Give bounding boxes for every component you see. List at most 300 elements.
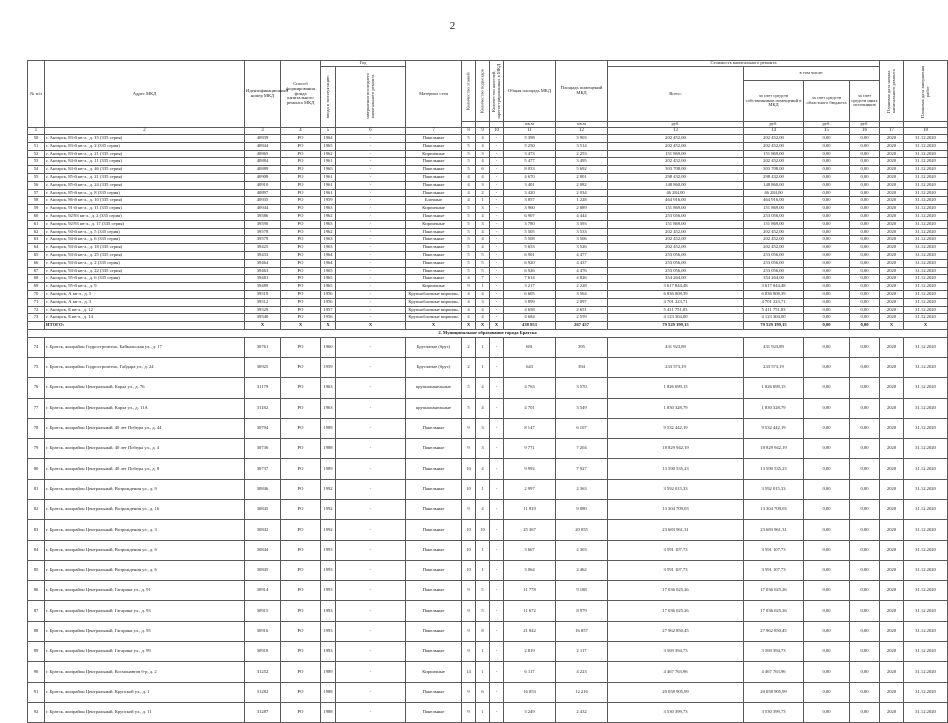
row-cost-other: 0,00 (850, 314, 880, 322)
row-plan-end: 31.12.2020 (904, 244, 948, 252)
row-cost-regional: 0,00 (804, 398, 850, 418)
row-cost-owners: 3 591 107,73 (744, 560, 804, 580)
row-cost-total: 151 869,00 (608, 150, 744, 158)
row-floors: 5 (462, 142, 476, 150)
table-row (28, 166, 948, 174)
row-cost-total: 464 916,00 (608, 197, 744, 205)
row-year-repair: - (336, 158, 406, 166)
row-year-built: 1993 (321, 642, 336, 662)
row-cost-owners: 202 452,00 (744, 236, 804, 244)
row-cost-owners: 17 036 025,26 (744, 601, 804, 621)
table-row (28, 205, 948, 213)
table-row (28, 306, 948, 314)
row-cost-owners: 202 452,00 (744, 158, 804, 166)
row-plan-start: 2020 (880, 166, 904, 174)
row-plan-end: 31.12.2020 (904, 166, 948, 174)
row-cost-owners: 17 036 025,26 (744, 581, 804, 601)
row-number: 84 (28, 540, 45, 560)
row-cost-total: 354 264,00 (608, 275, 744, 283)
row-plan-end: 31.12.2020 (904, 520, 948, 540)
row-method: РО (281, 166, 321, 174)
row-id: 40839 (245, 135, 281, 143)
row-total-area: 4 701 (504, 398, 556, 418)
row-year-built: 1964 (321, 251, 336, 259)
row-method: РО (281, 357, 321, 377)
row-floors: 5 (462, 398, 476, 418)
row-id: 30845 (245, 500, 281, 520)
row-cost-regional: 0,00 (804, 158, 850, 166)
row-entrances: 4 (476, 142, 490, 150)
row-cost-owners: 151 869,00 (744, 150, 804, 158)
row-address: г. Ангарск, Б кв-л., д. 12 (45, 306, 245, 314)
row-floors: 9 (462, 500, 476, 520)
row-cost-other: 0,00 (850, 251, 880, 259)
row-cost-regional: 0,00 (804, 142, 850, 150)
row-plan-end: 31.12.2020 (904, 290, 948, 298)
row-cost-other: 0,00 (850, 212, 880, 220)
row-id: 39425 (245, 244, 281, 252)
row-year-built: 1993 (321, 560, 336, 580)
row-id: 31287 (245, 702, 281, 722)
row-cost-owners: 3 591 107,73 (744, 540, 804, 560)
row-residents: - (490, 197, 504, 205)
row-year-repair: - (336, 418, 406, 438)
row-residents: - (490, 150, 504, 158)
row-id: 30845 (245, 560, 281, 580)
row-year-built: 1963 (321, 244, 336, 252)
row-cost-other: 0,00 (850, 702, 880, 722)
header-cost-other: за счет средств иных источников (850, 81, 880, 122)
section-title: 2. Муниципальное образование города Братска (28, 329, 948, 337)
row-living-area: 7 204 (556, 439, 608, 459)
row-floors: 5 (462, 259, 476, 267)
row-cost-total: 13 590 535,23 (608, 459, 744, 479)
row-address: г. Братск, жилрайон Центральный, Гагарина ул., д. 95 (45, 621, 245, 641)
table-row (28, 142, 948, 150)
row-address: г. Ангарск, 94-й кв-л., д. 18 (335 серия) (45, 244, 245, 252)
row-cost-owners: 354 264,00 (744, 275, 804, 283)
row-cost-other: 0,00 (850, 642, 880, 662)
row-address: г. Ангарск, Б кв-л., д. 14 (45, 314, 245, 322)
row-year-repair: - (336, 181, 406, 189)
table-row (28, 158, 948, 166)
row-cost-owners: 202 452,00 (744, 244, 804, 252)
row-residents: - (490, 166, 504, 174)
row-residents: - (490, 702, 504, 722)
total-cost-other: 0,00 (850, 322, 880, 330)
row-year-built: 1964 (321, 135, 336, 143)
row-living-area: 2 559 (556, 314, 608, 322)
row-address: г. Братск, жилрайон Центральный, Возрождения ул., д. 16 (45, 500, 245, 520)
row-number: 75 (28, 357, 45, 377)
row-cost-other: 0,00 (850, 189, 880, 197)
row-number: 89 (28, 642, 45, 662)
row-cost-regional: 0,00 (804, 298, 850, 306)
row-year-repair: - (336, 560, 406, 580)
row-plan-end: 31.12.2020 (904, 439, 948, 459)
row-id: 30914 (245, 581, 281, 601)
row-method: РО (281, 439, 321, 459)
row-cost-total: 20 058 905,99 (608, 682, 744, 702)
row-wall-material: Брусчатые (брус) (406, 357, 462, 377)
row-cost-owners: 148 860,00 (744, 181, 804, 189)
row-cost-total: 1 830 328,79 (608, 398, 744, 418)
row-entrances: 4 (476, 459, 490, 479)
row-id: 30844 (245, 540, 281, 560)
row-entrances: 5 (476, 267, 490, 275)
row-cost-other: 0,00 (850, 228, 880, 236)
row-entrances: 1 (476, 642, 490, 662)
header-plan-end: Плановая дата завершения работ (904, 61, 948, 122)
row-wall-material: Панельные (406, 621, 462, 641)
row-total-area: 8 033 (504, 166, 556, 174)
row-plan-start: 2020 (880, 560, 904, 580)
row-cost-total: 17 036 025,26 (608, 601, 744, 621)
row-number: 67 (28, 267, 45, 275)
row-cost-other: 0,00 (850, 540, 880, 560)
row-year-built: 1965 (321, 283, 336, 291)
row-address: г. Братск, жилрайон Центральный, Гагарина ул., д. 99 (45, 642, 245, 662)
row-cost-other: 0,00 (850, 220, 880, 228)
row-address: г. Ангарск, 94-й кв-л., д. 5 (335 серия) (45, 228, 245, 236)
row-address: г. Братск, жилрайон Центральный, Возрождения ул., д. 6 (45, 540, 245, 560)
row-plan-start: 2020 (880, 581, 904, 601)
row-floors: 2 (462, 337, 476, 357)
row-plan-start: 2020 (880, 298, 904, 306)
row-wall-material: Панельные (406, 251, 462, 259)
row-residents: - (490, 439, 504, 459)
row-number: 92 (28, 702, 45, 722)
row-entrances: 4 (476, 173, 490, 181)
row-plan-start: 2020 (880, 189, 904, 197)
table-row (28, 662, 948, 682)
row-number: 68 (28, 275, 45, 283)
row-plan-start: 2020 (880, 337, 904, 357)
row-total-area: 7 614 (504, 275, 556, 283)
row-wall-material: крупнопанельные (406, 398, 462, 418)
row-floors: 5 (462, 220, 476, 228)
row-year-built: 1963 (321, 205, 336, 213)
row-year-built: 1959 (321, 357, 336, 377)
row-cost-regional: 0,00 (804, 166, 850, 174)
row-cost-other: 0,00 (850, 601, 880, 621)
row-cost-other: 0,00 (850, 259, 880, 267)
row-plan-start: 2020 (880, 181, 904, 189)
column-number: 16 (850, 128, 880, 135)
row-living-area: 3 526 (556, 244, 608, 252)
row-total-area: 3 960 (504, 205, 556, 213)
row-method: РО (281, 500, 321, 520)
row-cost-regional: 0,00 (804, 459, 850, 479)
row-wall-material: Панельные (406, 259, 462, 267)
row-floors: 5 (462, 205, 476, 213)
row-cost-owners: 464 916,00 (744, 197, 804, 205)
row-plan-start: 2020 (880, 500, 904, 520)
row-entrances: 8 (476, 621, 490, 641)
row-floors: 5 (462, 251, 476, 259)
column-number: 9 (476, 128, 490, 135)
row-residents: - (490, 306, 504, 314)
table-row (28, 290, 948, 298)
row-number: 57 (28, 189, 45, 197)
row-method: РО (281, 267, 321, 275)
row-year-built: 1988 (321, 682, 336, 702)
row-floors: 14 (462, 662, 476, 682)
table-row (28, 560, 948, 580)
row-id: 39512 (245, 298, 281, 306)
row-total-area: 2 997 (504, 479, 556, 499)
row-total-area: 16 053 (504, 682, 556, 702)
row-plan-start: 2020 (880, 621, 904, 641)
row-address: г. Ангарск, 94-й кв-л., д. 25 (335 серия) (45, 251, 245, 259)
row-floors: 9 (462, 418, 476, 438)
row-cost-owners: 13 590 535,23 (744, 459, 804, 479)
table-row (28, 220, 948, 228)
column-number: 12 (556, 128, 608, 135)
row-cost-other: 0,00 (850, 439, 880, 459)
row-year-built: 1993 (321, 540, 336, 560)
row-cost-owners: 23 683 961,31 (744, 520, 804, 540)
row-residents: - (490, 135, 504, 143)
row-year-built: 1993 (321, 621, 336, 641)
row-cost-other: 0,00 (850, 306, 880, 314)
total-cost: 79 529 199,15 (608, 322, 744, 330)
row-year-repair: - (336, 173, 406, 181)
header-total-area: Общая площадь МКД (504, 61, 556, 122)
row-total-area: 9 992 (504, 459, 556, 479)
row-cost-other: 0,00 (850, 357, 880, 377)
row-method: РО (281, 189, 321, 197)
row-cost-total: 17 036 025,26 (608, 581, 744, 601)
row-address: г. Ангарск, 94-й кв-л., д. 22 (335 серия) (45, 267, 245, 275)
row-residents: - (490, 398, 504, 418)
row-year-repair: - (336, 601, 406, 621)
row-cost-regional: 0,00 (804, 220, 850, 228)
row-number: 62 (28, 228, 45, 236)
row-number: 87 (28, 601, 45, 621)
row-year-built: 1956 (321, 298, 336, 306)
row-year-repair: - (336, 357, 406, 377)
row-floors: 4 (462, 181, 476, 189)
row-residents: - (490, 283, 504, 291)
row-number: 66 (28, 259, 45, 267)
row-address: г. Ангарск, 85-й кв-л., д. 8 (335 серия) (45, 189, 245, 197)
row-id: 39590 (245, 220, 281, 228)
row-cost-other: 0,00 (850, 267, 880, 275)
row-plan-start: 2020 (880, 290, 904, 298)
row-floors: 9 (462, 682, 476, 702)
row-address: г. Ангарск, А кв-л., д. 3 (45, 298, 245, 306)
row-number: 76 (28, 378, 45, 398)
row-cost-regional: 0,00 (804, 259, 850, 267)
row-wall-material: Панельные (406, 459, 462, 479)
row-number: 77 (28, 398, 45, 418)
header-address: Адрес МКД (45, 61, 245, 128)
row-wall-material: Блочные (406, 197, 462, 205)
row-plan-start: 2020 (880, 662, 904, 682)
row-plan-start: 2020 (880, 520, 904, 540)
row-wall-material: Панельные (406, 439, 462, 459)
row-wall-material: Кирпичные (406, 220, 462, 228)
row-residents: - (490, 251, 504, 259)
row-year-repair: - (336, 236, 406, 244)
row-cost-regional: 0,00 (804, 314, 850, 322)
row-id: 39540 (245, 314, 281, 322)
row-cost-regional: 0,00 (804, 251, 850, 259)
row-entrances: 4 (476, 306, 490, 314)
table-row (28, 267, 948, 275)
row-cost-total: 253 056,00 (608, 251, 744, 259)
row-wall-material: Панельные (406, 189, 462, 197)
row-total-area: 3 401 (504, 181, 556, 189)
table-row (28, 642, 948, 662)
row-floors: 5 (462, 378, 476, 398)
row-id: 30737 (245, 459, 281, 479)
row-plan-end: 31.12.2020 (904, 228, 948, 236)
row-wall-material: Панельные (406, 275, 462, 283)
row-cost-other: 0,00 (850, 158, 880, 166)
row-living-area: 7 927 (556, 459, 608, 479)
row-living-area: 3 495 (556, 158, 608, 166)
row-plan-end: 31.12.2020 (904, 306, 948, 314)
unit-living-area: кв.м (556, 122, 608, 128)
row-id: 30794 (245, 418, 281, 438)
row-number: 53 (28, 158, 45, 166)
row-year-built: 1963 (321, 236, 336, 244)
row-plan-end: 31.12.2020 (904, 251, 948, 259)
row-cost-total: 151 869,00 (608, 220, 744, 228)
row-residents: - (490, 298, 504, 306)
row-year-built: 1962 (321, 212, 336, 220)
row-plan-end: 31.12.2020 (904, 283, 948, 291)
row-plan-end: 31.12.2020 (904, 212, 948, 220)
row-living-area: 4 437 (556, 259, 608, 267)
row-living-area: 3 570 (556, 378, 608, 398)
header-id: Идентификационный номер МКД (245, 61, 281, 128)
row-total-area: 3 857 (504, 197, 556, 205)
row-year-repair: - (336, 540, 406, 560)
row-wall-material: Крупноблочные кирпичн. (406, 298, 462, 306)
row-plan-start: 2020 (880, 306, 904, 314)
row-plan-start: 2020 (880, 259, 904, 267)
row-year-built: 1962 (321, 150, 336, 158)
row-year-repair: - (336, 398, 406, 418)
row-cost-regional: 0,00 (804, 581, 850, 601)
row-number: 52 (28, 150, 45, 158)
row-cost-total: 23 683 961,31 (608, 520, 744, 540)
row-year-repair: - (336, 459, 406, 479)
row-method: РО (281, 378, 321, 398)
row-method: РО (281, 212, 321, 220)
table-row (28, 244, 948, 252)
row-cost-regional: 0,00 (804, 520, 850, 540)
row-wall-material: Панельные (406, 500, 462, 520)
row-plan-start: 2020 (880, 251, 904, 259)
row-address: г. Ангарск, 94-й кв-л., д. 6 (335 серия) (45, 236, 245, 244)
row-floors: 2 (462, 357, 476, 377)
row-residents: - (490, 479, 504, 499)
row-floors: 9 (462, 581, 476, 601)
row-plan-start: 2020 (880, 642, 904, 662)
row-id: 40944 (245, 205, 281, 213)
row-number: 51 (28, 142, 45, 150)
row-id: 39489 (245, 283, 281, 291)
row-total-area: 3 473 (504, 150, 556, 158)
row-cost-owners: 151 869,00 (744, 220, 804, 228)
row-year-built: 1961 (321, 173, 336, 181)
row-plan-end: 31.12.2020 (904, 142, 948, 150)
row-plan-start: 2020 (880, 540, 904, 560)
row-year-built: 1960 (321, 337, 336, 357)
row-cost-owners: 4 701 223,71 (744, 298, 804, 306)
row-year-repair: - (336, 275, 406, 283)
row-year-repair: - (336, 150, 406, 158)
row-year-repair: - (336, 500, 406, 520)
row-cost-total: 3 591 107,73 (608, 540, 744, 560)
row-cost-regional: 0,00 (804, 228, 850, 236)
unit-cost-owners: руб. (744, 122, 804, 128)
row-entrances: 4 (476, 500, 490, 520)
row-plan-start: 2020 (880, 459, 904, 479)
row-plan-start: 2020 (880, 398, 904, 418)
row-wall-material: Брусчатые (брус) (406, 337, 462, 357)
row-year-repair: - (336, 337, 406, 357)
table-row (28, 298, 948, 306)
row-method: РО (281, 642, 321, 662)
row-wall-material: Кирпичные (406, 205, 462, 213)
row-living-area: 6 107 (556, 418, 608, 438)
row-floors: 5 (462, 267, 476, 275)
row-cost-owners: 27 962 850,45 (744, 621, 804, 641)
row-living-area: 9 080 (556, 500, 608, 520)
row-id: 30761 (245, 337, 281, 357)
row-cost-owners: 3 530 399,73 (744, 702, 804, 722)
row-cost-other: 0,00 (850, 682, 880, 702)
row-cost-regional: 0,00 (804, 275, 850, 283)
page-number: 2 (449, 20, 456, 32)
table-row (28, 197, 948, 205)
row-wall-material: Панельные (406, 212, 462, 220)
row-address: г. Братск, жилрайон Центральный, Крупской ул., д. 11 (45, 702, 245, 722)
row-residents: - (490, 621, 504, 641)
column-number: 4 (281, 128, 321, 135)
row-plan-start: 2020 (880, 236, 904, 244)
row-cost-other: 0,00 (850, 479, 880, 499)
row-residents: - (490, 142, 504, 150)
row-method: РО (281, 682, 321, 702)
row-floors: 9 (462, 642, 476, 662)
row-living-area: 2 303 (556, 540, 608, 560)
row-plan-end: 31.12.2020 (904, 189, 948, 197)
table-row (28, 398, 948, 418)
row-plan-start: 2020 (880, 212, 904, 220)
row-address: г. Братск, жилрайон Центральный, Возрождения ул., д. 3 (45, 520, 245, 540)
row-total-area: 3 667 (504, 540, 556, 560)
row-year-repair: - (336, 259, 406, 267)
row-id: 31282 (245, 682, 281, 702)
row-address: г. Ангарск, 84-й кв-л., д. 11 (335 серия) (45, 158, 245, 166)
row-address: г. Ангарск, 91-й кв-л., д. 11 (335 серия) (45, 205, 245, 213)
row-wall-material: Панельные (406, 158, 462, 166)
row-living-area: 3 564 (556, 290, 608, 298)
header-plan-start: Плановая дата начала капитального ремонта (880, 61, 904, 122)
row-cost-other: 0,00 (850, 173, 880, 181)
row-entrances: 5 (476, 259, 490, 267)
row-method: РО (281, 479, 321, 499)
row-cost-owners: 202 452,00 (744, 135, 804, 143)
row-floors: 5 (462, 228, 476, 236)
row-cost-total: 3 591 107,73 (608, 560, 744, 580)
